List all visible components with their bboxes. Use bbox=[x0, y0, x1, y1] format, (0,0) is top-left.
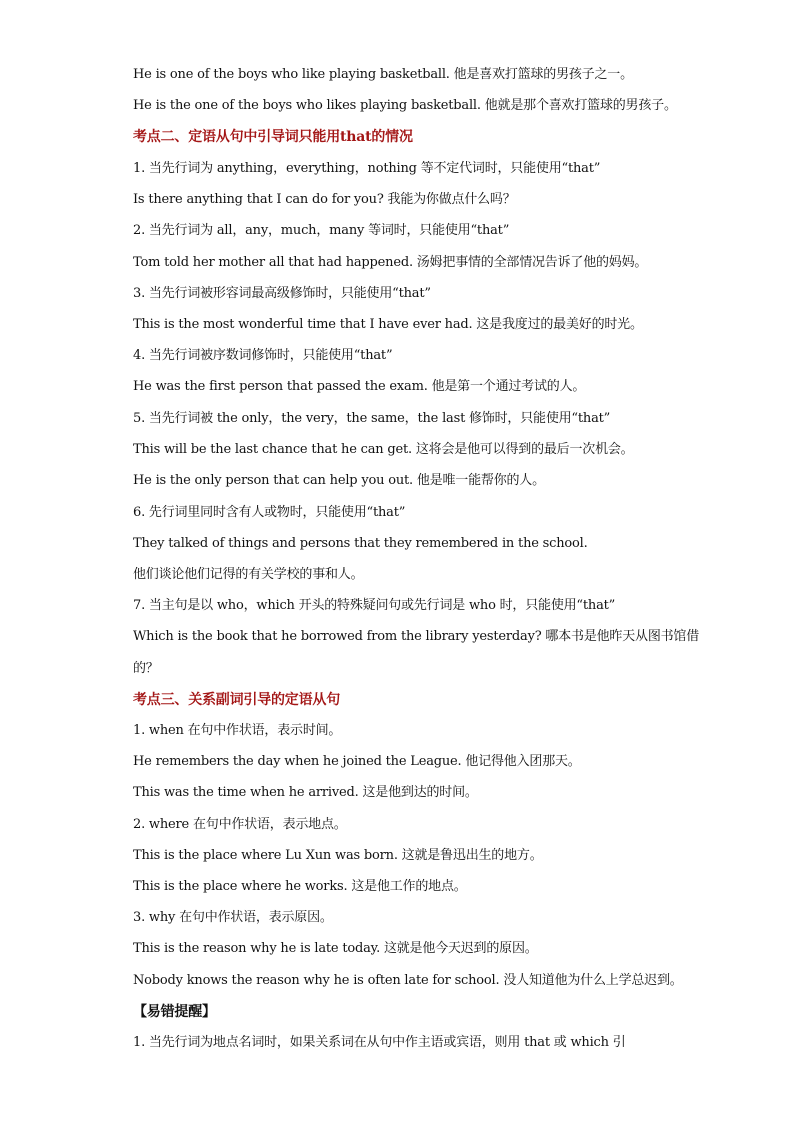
example-sentence: This is the reason why he is late today. 这就是他今天迟到的原因。 bbox=[133, 941, 538, 956]
error-reminder-heading: 【易错提醒】 bbox=[133, 1004, 216, 1020]
example-sentence: Which is the book that he borrowed from the library yesterday? 哪本书是他昨天从图书馆借 bbox=[133, 629, 700, 644]
example-sentence: He was the first person that passed the exam. 他是第一个通过考试的人。 bbox=[133, 379, 586, 394]
example-sentence: This will be the last chance that he can get. 这将会是他可以得到的最后一次机会。 bbox=[133, 442, 634, 457]
rule-item: 3. why 在句中作状语，表示原因。 bbox=[133, 910, 333, 925]
example-sentence: They talked of things and persons that they remembered in the school. bbox=[133, 536, 588, 551]
rule-item: 1. 当先行词为 anything，everything，nothing 等不定代词时，只能使用“that” bbox=[133, 161, 601, 176]
example-sentence: He remembers the day when he joined the League. 他记得他入团那天。 bbox=[133, 754, 581, 769]
example-translation: 他们谈论他们记得的有关学校的事和人。 bbox=[133, 567, 364, 582]
rule-item: 6. 先行词里同时含有人或物时，只能使用“that” bbox=[133, 505, 406, 520]
example-translation: 的？ bbox=[133, 661, 159, 676]
example-sentence: This is the place where Lu Xun was born. 这就是鲁迅出生的地方。 bbox=[133, 848, 543, 863]
rule-item: 4. 当先行词被序数词修饰时，只能使用“that” bbox=[133, 348, 393, 363]
example-sentence: Nobody knows the reason why he is often late for school. 没人知道他为什么上学总迟到。 bbox=[133, 973, 683, 988]
example-sentence: He is the only person that can help you out. 他是唯一能帮你的人。 bbox=[133, 473, 545, 488]
rule-item: 2. 当先行词为 all，any，much，many 等词时，只能使用“that” bbox=[133, 223, 510, 238]
rule-item: 1. 当先行词为地点名词时，如果关系词在从句中作主语或宾语，则用 that 或 which 引 bbox=[133, 1035, 626, 1050]
rule-item: 1. when 在句中作状语，表示时间。 bbox=[133, 723, 342, 738]
rule-item: 3. 当先行词被形容词最高级修饰时，只能使用“that” bbox=[133, 286, 431, 301]
example-sentence: This is the place where he works. 这是他工作的地点。 bbox=[133, 879, 467, 894]
section-heading-2: 考点二、定语从句中引导词只能用that的情况 bbox=[133, 129, 413, 145]
example-sentence: This is the most wonderful time that I have ever had. 这是我度过的最美好的时光。 bbox=[133, 317, 643, 332]
example-sentence: Tom told her mother all that had happened. 汤姆把事情的全部情况告诉了他的妈妈。 bbox=[133, 255, 648, 270]
example-sentence: Is there anything that I can do for you? 我能为你做点什么吗？ bbox=[133, 192, 516, 207]
section-heading-3: 考点三、关系副词引导的定语从句 bbox=[133, 692, 340, 708]
example-sentence: He is one of the boys who like playing basketball. 他是喜欢打篮球的男孩子之一。 bbox=[133, 67, 633, 82]
example-sentence: He is the one of the boys who likes playing basketball. 他就是那个喜欢打篮球的男孩子。 bbox=[133, 98, 677, 113]
example-sentence: This was the time when he arrived. 这是他到达的时间。 bbox=[133, 785, 478, 800]
rule-item: 7. 当主句是以 who，which 开头的特殊疑问句或先行词是 who 时，只能使用“that” bbox=[133, 598, 616, 613]
rule-item: 2. where 在句中作状语，表示地点。 bbox=[133, 817, 347, 832]
rule-item: 5. 当先行词被 the only，the very，the same，the last 修饰时，只能使用“that” bbox=[133, 411, 611, 426]
